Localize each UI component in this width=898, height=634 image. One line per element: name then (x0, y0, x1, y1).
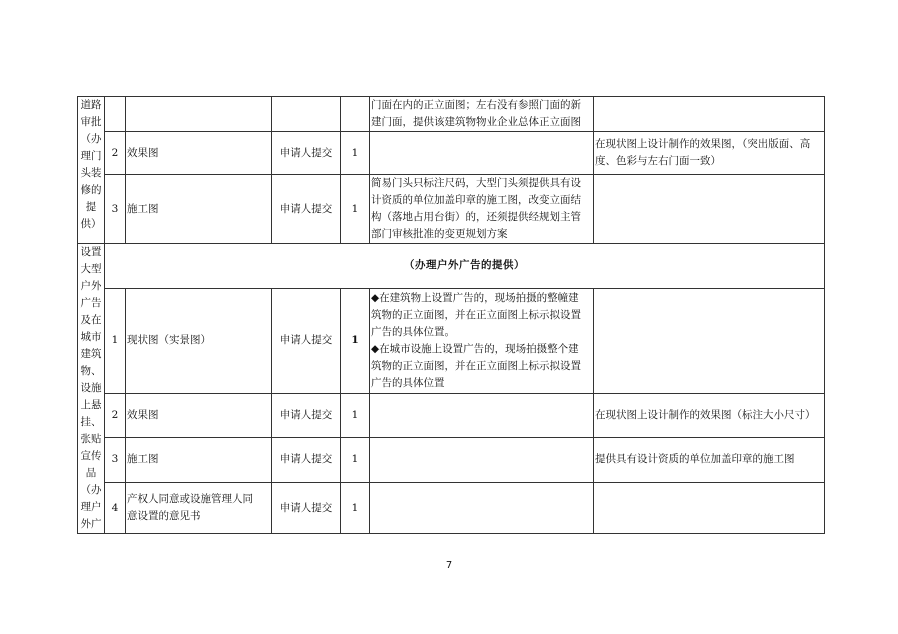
text-line: 在现状图上设计制作的效果图（标注大小尺寸） (595, 408, 816, 421)
extra-note (594, 288, 825, 393)
text-line: 大型 (80, 263, 102, 275)
requirement-note (370, 394, 594, 438)
text-line: 户外 (80, 280, 102, 292)
text-line: （办 (80, 133, 102, 145)
material-name: 施工图 (126, 175, 272, 244)
section-title: （办理户外广告的提供） (105, 244, 825, 289)
text-line: 简易门头只标注尺码，大型门头须提供具有设 (371, 177, 581, 189)
row-number: 3 (105, 175, 126, 244)
text-line: 建门面，提供该建筑物物业企业总体正立面图 (371, 116, 581, 128)
text-line: 在现状图上设计制作的效果图，（突出版面、高 (595, 138, 811, 150)
table-row (78, 97, 825, 132)
material-name (126, 288, 272, 393)
requirement-note (370, 175, 594, 244)
text-line: （办 (80, 484, 102, 496)
copy-count: 1 (341, 175, 370, 244)
text-line: 修的 (80, 184, 102, 196)
text-line: 建筑 (80, 348, 102, 360)
material-name: 效果图 (126, 132, 272, 175)
text-line: 外广 (80, 518, 102, 530)
text-line: 理户 (80, 501, 102, 513)
text-line: 设施 (80, 382, 102, 394)
text-line: 品 (85, 467, 97, 479)
text-line: 产权人同意或设施管理人同 (127, 493, 253, 506)
table-row (78, 175, 825, 244)
copy-count: 1 (341, 483, 370, 534)
submitter: 申请人提交 (272, 175, 341, 244)
text-line: 及在 (80, 314, 102, 326)
material-name (126, 97, 272, 132)
submitter: 申请人提交 (272, 394, 341, 438)
row-number: 4 (105, 483, 126, 534)
page-number: 7 (445, 560, 453, 571)
text-line: 效果图 (127, 408, 159, 421)
extra-note (594, 483, 825, 534)
copy-count: 1 (341, 437, 370, 483)
text-line: 物、 (80, 365, 102, 377)
text-line: 门面在内的正立面图；左右没有参照门面的新 (371, 99, 581, 111)
text-line: 广告的具体位置 (371, 376, 445, 389)
material-name (126, 437, 272, 483)
category-cell-outdoor-ads (78, 244, 105, 534)
row-number: 1 (105, 288, 126, 393)
row-number: 2 (105, 132, 126, 175)
table-row (78, 437, 825, 483)
category-cell-door-approval (78, 97, 105, 244)
copy-count (341, 97, 370, 132)
extra-note (594, 394, 825, 438)
text-line: 部门审核批准的变更规划方案 (371, 228, 508, 240)
table-row (78, 288, 825, 393)
table-row (78, 132, 825, 175)
extra-note (594, 132, 825, 175)
text-line: 挂、 (80, 416, 102, 428)
text-line: 头装 (80, 167, 102, 179)
text-line: 城市 (80, 331, 102, 343)
copy-count: 1 (341, 132, 370, 175)
copy-count: 1 (341, 394, 370, 438)
text-line: 意设置的意见书 (127, 510, 201, 523)
table-row (78, 244, 825, 289)
text-line: 张贴 (80, 433, 102, 445)
text-line: 提 (85, 201, 97, 213)
text-line: ◆在建筑物上设置广告的，现场拍摄的整幢建 (371, 291, 579, 304)
text-line: 供） (80, 218, 102, 230)
text-line: 广告 (80, 297, 102, 309)
submitter: 申请人提交 (272, 437, 341, 483)
text-line: 构（落地占用台街）的，还须提供经规划主管 (371, 211, 581, 223)
text-line: 施工图 (127, 453, 159, 466)
text-line: 筑物的正立面图，并在正立面图上标示拟设置 (371, 308, 581, 321)
requirements-table (77, 96, 825, 534)
text-line: 提供具有设计资质的单位加盖印章的施工图 (595, 453, 795, 466)
text-line: 上悬 (80, 399, 102, 411)
text-line: ◆在城市设施上设置广告的，现场拍摄整个建 (371, 342, 579, 355)
requirement-note (370, 97, 594, 132)
extra-note (594, 97, 825, 132)
copy-count: 1 (341, 288, 370, 393)
text-line: 现状图（实景图） (127, 334, 211, 347)
text-line: 度、色彩与左右门面一致） (595, 155, 721, 167)
submitter: 申请人提交 (272, 288, 341, 393)
row-number: 2 (105, 394, 126, 438)
text-line: 设置 (80, 246, 102, 258)
requirement-note (370, 288, 594, 393)
text-line: 宣传 (80, 450, 102, 462)
text-line: 理门 (80, 150, 102, 162)
text-line: 筑物的正立面图，并在正立面图上标示拟设置 (371, 359, 581, 372)
table-row (78, 394, 825, 438)
submitter (272, 97, 341, 132)
extra-note (594, 175, 825, 244)
material-name (126, 483, 272, 534)
requirement-note (370, 437, 594, 483)
material-name (126, 394, 272, 438)
row-number (105, 97, 126, 132)
extra-note (594, 437, 825, 483)
text-line: 审批 (80, 116, 102, 128)
submitter: 申请人提交 (272, 132, 341, 175)
row-number: 3 (105, 437, 126, 483)
text-line: 道路 (80, 99, 102, 111)
text-line: 计资质的单位加盖印章的施工图，改变立面结 (371, 194, 581, 206)
text-line: 广告的具体位置。 (371, 325, 455, 338)
requirement-note (370, 483, 594, 534)
requirement-note (370, 132, 594, 175)
table-row (78, 483, 825, 534)
submitter: 申请人提交 (272, 483, 341, 534)
